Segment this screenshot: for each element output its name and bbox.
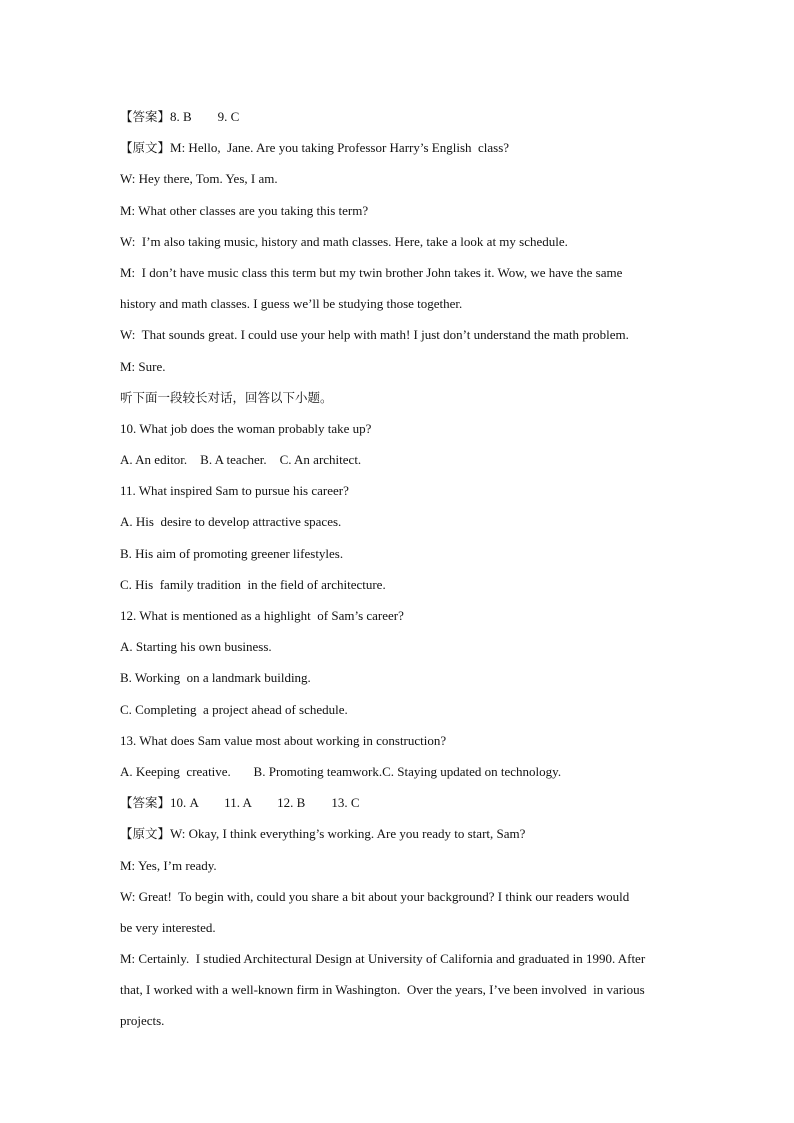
- question-12-option-b: B. Working on a landmark building.: [120, 670, 311, 686]
- dialogue-line: that, I worked with a well-known firm in Washington. Over the years, I’ve been involved in various: [120, 982, 645, 998]
- answer-text: 8. B 9. C: [170, 109, 240, 124]
- dialogue-line: M: I don’t have music class this term but my twin brother John takes it. Wow, we have the same: [120, 264, 623, 280]
- question-12-option-a: A. Starting his own business.: [120, 639, 272, 655]
- dialogue-line: M: What other classes are you taking this term?: [120, 202, 369, 218]
- dialogue-line: projects.: [120, 1013, 165, 1029]
- transcript-line-2: [120, 818, 680, 849]
- question-10: 10. What job does the woman probably take up?: [120, 420, 372, 436]
- question-11-option-c: C. His family tradition in the field of architecture.: [120, 576, 386, 592]
- dialogue-line: W: Great! To begin with, could you share a bit about your background? I think our readers would: [120, 888, 630, 904]
- question-13: 13. What does Sam value most about working in construction?: [120, 732, 447, 748]
- dialogue-line: W: Hey there, Tom. Yes, I am.: [120, 171, 278, 187]
- transcript-line-1: [120, 132, 680, 163]
- dialogue-line: W: I’m also taking music, history and math classes. Here, take a look at my schedule.: [120, 233, 568, 249]
- answer-line-2: [120, 787, 680, 818]
- dialogue-line: be very interested.: [120, 919, 216, 935]
- question-11-option-a: A. His desire to develop attractive spaces.: [120, 514, 342, 530]
- question-10-options: A. An editor. B. A teacher. C. An architect.: [120, 452, 362, 468]
- dialogue-line: M: Certainly. I studied Architectural Design at University of California and graduated in 1990. After: [120, 951, 646, 967]
- dialogue-line: history and math classes. I guess we’ll be studying those together.: [120, 296, 463, 312]
- dialogue-line: M: Sure.: [120, 358, 166, 374]
- listening-instruction: 听下面一段较长对话，回答以下小题。: [120, 389, 333, 405]
- question-12: 12. What is mentioned as a highlight of Sam’s career?: [120, 608, 404, 623]
- dialogue-line: W: That sounds great. I could use your help with math! I just don’t understand the math problem.: [120, 327, 629, 343]
- question-13-options: A. Keeping creative. B. Promoting teamwork.C. Staying updated on technology.: [120, 763, 562, 779]
- dialogue-line: M: Yes, I’m ready.: [120, 857, 217, 873]
- document-content: [120, 101, 680, 1037]
- answer-text: 10. A 11. A 12. B 13. C: [170, 795, 360, 811]
- answer-tag: 【答案】: [120, 109, 171, 124]
- transcript-first-line: M: Hello, Jane. Are you taking Professor Harry’s English class?: [170, 140, 510, 156]
- question-11-option-b: B. His aim of promoting greener lifestyles.: [120, 545, 344, 561]
- answer-line-1: [120, 101, 680, 132]
- question-12-option-c: C. Completing a project ahead of schedule.: [120, 701, 348, 717]
- transcript-tag: 【原文】: [120, 826, 171, 842]
- transcript-first-line: W: Okay, I think everything’s working. Are you ready to start, Sam?: [170, 826, 526, 842]
- question-11: 11. What inspired Sam to pursue his career?: [120, 483, 349, 499]
- answer-tag: 【答案】: [120, 795, 171, 811]
- transcript-tag: 【原文】: [120, 140, 171, 156]
